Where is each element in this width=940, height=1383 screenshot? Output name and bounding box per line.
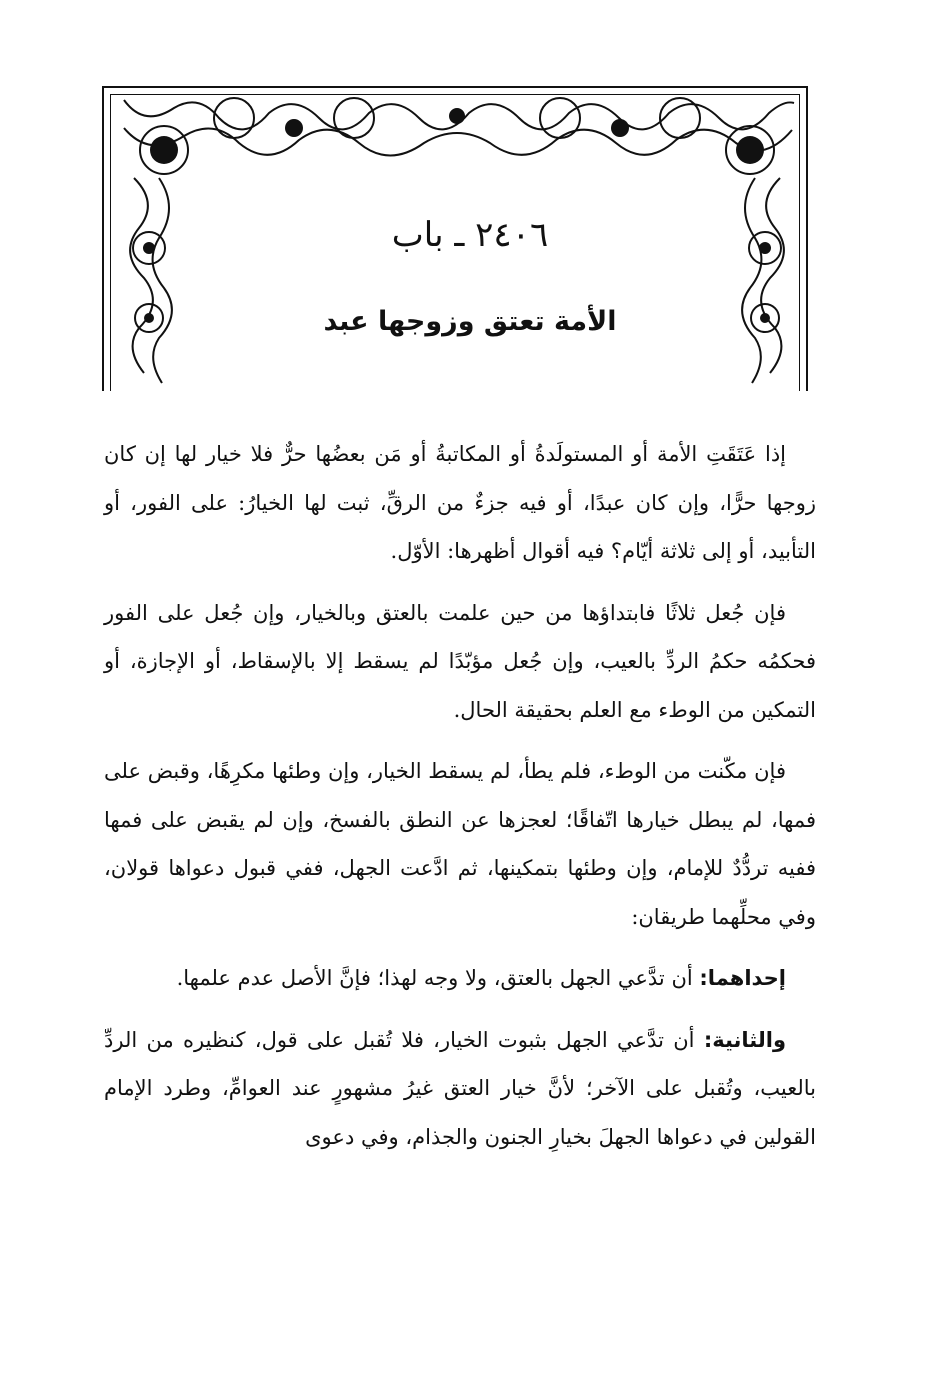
paragraph-text: إذا عَتَقَتِ الأمة أو المستولَدةُ أو المكاتبةُ أو مَن بعضُها حرٌّ فلا خيار لها إن كان زوجها حرًّا، وإن كان عبدًا، أو فيه جزءٌ من الرقِّ، ثبت لها الخيارُ: على الفور، أو التأبيد، أو إلى ثلاثة أيّام؟ فيه أقوال أظهرها: الأوّل. xyxy=(104,442,816,563)
chapter-title: الأمة تعتق وزوجها عبد xyxy=(323,306,617,337)
paragraph-lead: والثانية: xyxy=(703,1027,786,1052)
paragraph-text: فإن مكّنت من الوطء، فلم يطأ، لم يسقط الخيار، وإن وطئها مكرِهًا، وقبض على فمها، لم يبطل خيارها اتّفاقًا؛ لعجزها عن النطق بالفسخ، وإن لم يقبض على فمها ففيه تردُّدٌ للإمام، وإن وطئها بتمكينها، ثم ادَّعت الجهل، ففي قبول دعواها قولان، وفي محلِّهما طريقان: xyxy=(104,759,816,929)
paragraph-1 xyxy=(104,430,816,576)
chapter-number: ٢٤٠٦ ـ باب xyxy=(391,215,549,255)
paragraph-5 xyxy=(104,1016,816,1162)
paragraph-text: أن تدَّعي الجهل بالعتق، ولا وجه لهذا؛ فإنَّ الأصل عدم علمها. xyxy=(176,966,693,990)
paragraph-4 xyxy=(104,954,816,1003)
paragraph-2 xyxy=(104,589,816,735)
paragraph-3 xyxy=(104,747,816,941)
paragraph-text: فإن جُعل ثلاثًا فابتداؤها من حين علمت بالعتق وبالخيار، وإن جُعل على الفور فحكمُه حكمُ الردِّ بالعيب، وإن جُعل مؤبّدًا لم يسقط إلا بالإسقاط، أو الإجازة، أو التمكين من الوطء مع العلم بحقيقة الحال. xyxy=(104,600,816,722)
paragraph-lead: إحداهما: xyxy=(699,966,786,990)
paragraph-text: أن تدَّعي الجهل بثبوت الخيار، فلا تُقبل على قول، كنظيره من الردِّ بالعيب، وتُقبل على الآخر؛ لأنَّ خيار العتق غيرُ مشهورٍ عند العوامِّ، وطرد الإمام القولين في دعواها الجهلَ بخيارِ الجنون والجذام، وفي دعوى xyxy=(104,1027,816,1149)
body-text xyxy=(104,430,816,1168)
